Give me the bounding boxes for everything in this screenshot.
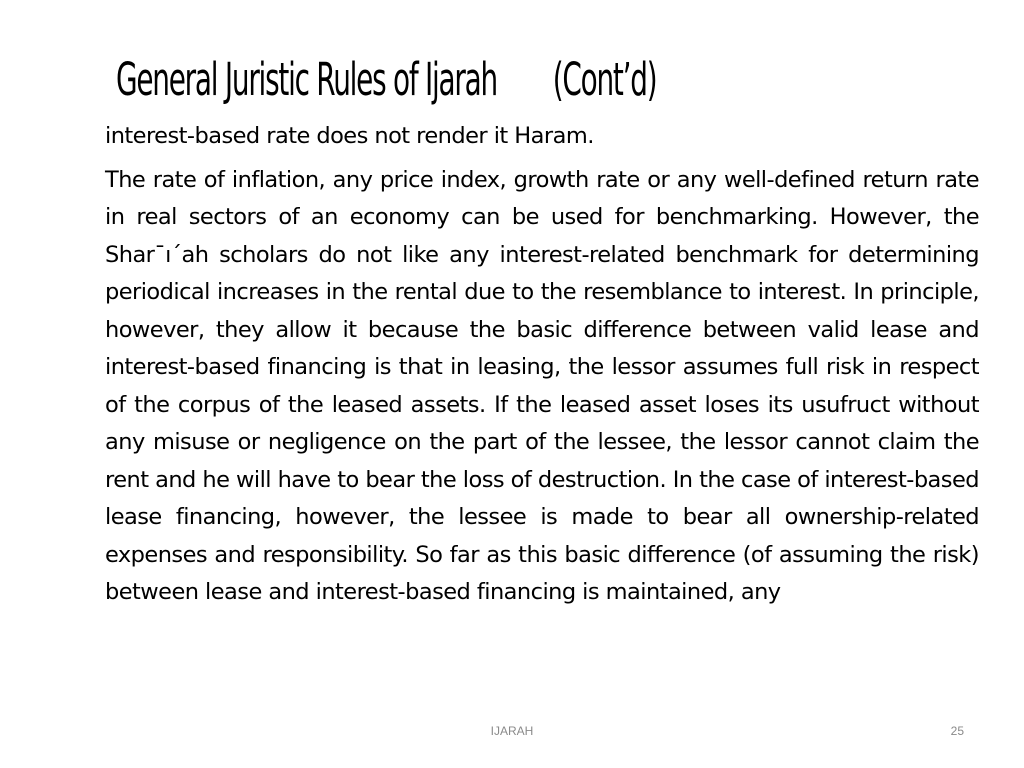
body-paragraph-continuation: interest-based rate does not render it Haram.	[105, 123, 594, 149]
slide-title	[116, 50, 657, 110]
page-number: 25	[950, 724, 964, 738]
title-main: General Juristic Rules of Ijarah	[116, 53, 497, 106]
footer-label: IJARAH	[490, 724, 534, 738]
body-paragraph-main: The rate of inflation, any price index, growth rate or any well-defined return rate in real sectors of an economy can be used for benchmarking. However, the Shar¯ı´ah scholars do not like any interest-related benchmark for determining periodical increases in the rental due to the resemblance to interest. In principle, however, they allow it because the basic difference between valid lease and interest-based financing is that in leasing, the lessor assumes full risk in respect of the corpus of the leased assets. If the leased asset loses its usufruct without any misuse or negligence on the part of the lessee, the lessor cannot claim the rent and he will have to bear the loss of destruction. In the case of interest-based lease financing, however, the lessee is made to bear all ownership-related expenses and responsibility. So far as this basic difference (of assuming the risk) between lease and interest-based financing is maintained, any	[105, 166, 979, 605]
title-suffix: (Cont’d)	[552, 53, 657, 106]
slide-body	[105, 118, 979, 612]
